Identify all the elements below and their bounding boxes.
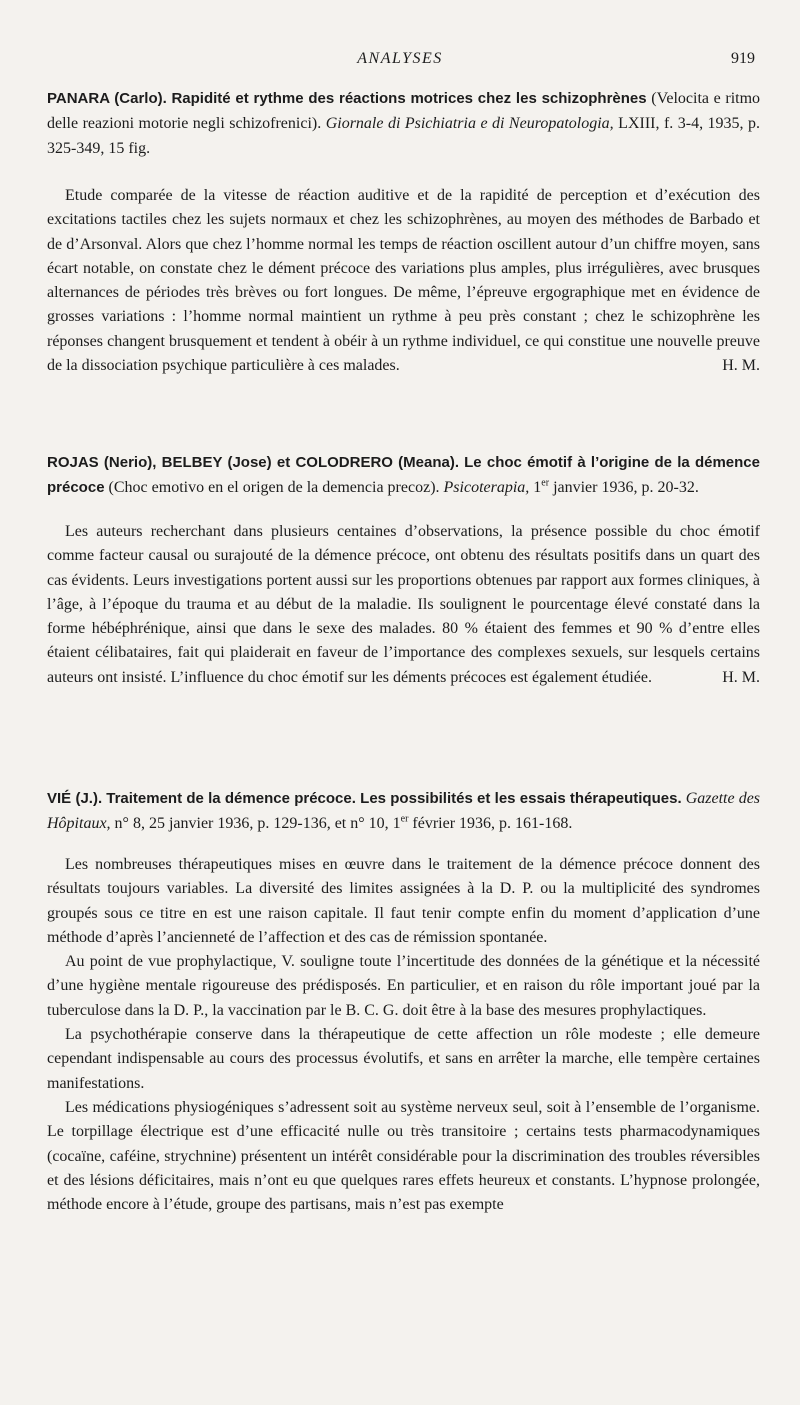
- article-title: Le choc émotif à l’origine de la démence précoce: [47, 454, 760, 496]
- publication-date: 1er janvier 1936, p. 20-32.: [533, 477, 699, 496]
- abstract-paragraph: Les auteurs recherchant dans plusieurs centaines d’observations, la présence possible du choc émotif comme facteur causal ou surajouté de la démence précoce, ont obtenu des résultats positifs dans un quart des cas évidents. Leurs investigations portent aussi sur les proportions obtenues par rapport aux formes cliniques, à l’âge, à l’époque du trauma et au début de la maladie. Ils soulignent le pourcentage élevé constaté dans la forme hébéphrénique, ainsi que dans le sexe des malades. 80 % étaient des femmes et 90 % d’entre elles étaient célibataires, fait qui plaiderait en faveur de l’importance des complexes sexuels, sur lesquels certains auteurs ont insisté. L’influence du choc émotif sur les déments précoces est également étudiée. H. M.: [47, 520, 760, 690]
- author-given-name: (J.).: [71, 790, 103, 807]
- author-name: BELBEY: [161, 454, 223, 471]
- citation: [47, 450, 760, 500]
- journal-name: Giornale di Psichiatria e di Neuropatologia,: [325, 115, 614, 132]
- reviewer-signature: H. M.: [722, 668, 760, 686]
- reviewer-signature: H. M.: [722, 357, 760, 375]
- author-name: ROJAS: [47, 454, 99, 471]
- page-number: 919: [731, 50, 755, 67]
- author-given-name: (Jose) et: [222, 454, 296, 471]
- citation: [47, 86, 760, 161]
- journal-name: Psicoterapia,: [443, 479, 530, 496]
- publication-details: n° 8, 25 janvier 1936, p. 129-136, et n° 10, 1er février 1936, p. 161-168.: [114, 813, 573, 832]
- article-title: Traitement de la démence précoce. Les possibilités et les essais thérapeutiques.: [106, 790, 682, 807]
- author-name: PANARA: [47, 90, 110, 107]
- author-given-name: (Nerio),: [98, 454, 162, 471]
- citation: [47, 786, 760, 836]
- author-name: VIÉ: [47, 790, 72, 807]
- running-title: ANALYSES: [357, 50, 443, 67]
- author-given-name: (Carlo).: [109, 90, 167, 107]
- abstract-paragraph: La psychothérapie conserve dans la thérapeutique de cette affection un rôle modeste ; elle demeure cependant indispensable au cours des processus évolutifs, et sans en arrêter la marche, elle tempère certaines manifestations.: [47, 1026, 760, 1092]
- journal-name: Gazette des Hôpitaux,: [47, 790, 761, 832]
- review-entry: [47, 86, 760, 378]
- abstract-paragraph: Au point de vue prophylactique, V. souligne toute l’incertitude des données de la génétique et la nécessité d’une hygiène mentale rigoureuse des prédisposés. En particulier, et en raison du rôle important joué par la tuberculose dans la D. P., la vaccination par le B. C. G. doit être à la base des mesures prophylactiques.: [47, 953, 760, 1019]
- original-title: (Velocita e ritmo delle reazioni motorie negli schizofrenici).: [47, 90, 761, 132]
- author-given-name: (Meana).: [392, 454, 460, 471]
- review-entry: [47, 450, 760, 690]
- abstract-paragraph: Les nombreuses thérapeutiques mises en œuvre dans le traitement de la démence précoce donnent des résultats toujours variables. La diversité des limites assignées à la D. P. ou la multiplicité des syndromes groupés sous ce titre en est une raison capitale. Il faut tenir compte enfin du moment d’application d’une méthode d’après l’ancienneté de l’affection et des cas de rémission spontanée.: [47, 856, 760, 946]
- abstract-paragraph: Les médications physiogéniques s’adressent soit au système nerveux seul, soit à l’ensemble de l’organisme. Le torpillage électrique est d’une efficacité nulle ou très transitoire ; certains tests pharmacodynamiques (cocaïne, caféine, strychnine) présentent un intérêt considérable pour la discrimination des troubles réversibles et des lésions déficitaires, mais n’ont eu que quelques rares effets heureux et constants. L’hypnose prolongée, méthode encore à l’étude, groupe des partisans, mais n’est pas exempte: [47, 1098, 760, 1214]
- original-title: (Choc emotivo en el origen de la demencia precoz).: [108, 479, 440, 496]
- running-head: [0, 50, 800, 72]
- review-entry: [47, 786, 760, 1217]
- author-name: COLODRERO: [295, 454, 393, 471]
- article-title: Rapidité et rythme des réactions motrices chez les schizophrènes: [171, 90, 647, 107]
- publication-details: LXIII, f. 3-4, 1935, p. 325-349, 15 fig.: [47, 115, 761, 157]
- abstract-paragraph: Etude comparée de la vitesse de réaction auditive et de la rapidité de perception et d’exécution des excitations tactiles chez les sujets normaux et chez les schizophrènes, au moyen des méthodes de Barbado et de d’Arsonval. Alors que chez l’homme normal les temps de réaction oscillent autour d’un chiffre moyen, sans écart notable, on constate chez le dément précoce des variations plus amples, plus irrégulières, avec brusques alternances de périodes très brèves ou fort longues. De même, l’épreuve ergographique met en évidence de grosses variations : l’homme normal maintient un rythme à peu près constant ; chez le schizophrène les réponses changent brusquement et tendent à obéir à un rythme individuel, ce qui constitue une nouvelle preuve de la dissociation psychique particulière à ces malades. H. M.: [47, 184, 760, 378]
